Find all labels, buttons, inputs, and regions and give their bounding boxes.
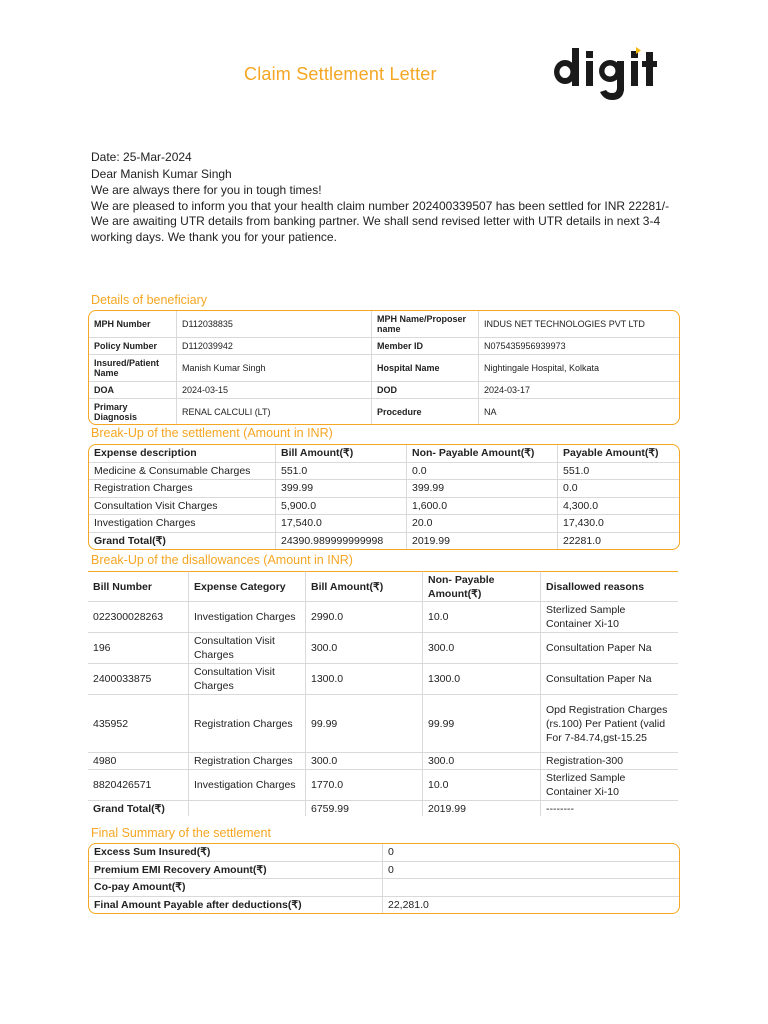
table-cell: 4,300.0 bbox=[558, 498, 679, 516]
field-label: Insured/Patient Name bbox=[89, 355, 177, 382]
total-cell: 2019.99 bbox=[423, 801, 541, 816]
summary-heading: Final Summary of the settlement bbox=[91, 826, 271, 840]
summary-label: Co-pay Amount(₹) bbox=[89, 879, 383, 897]
table-cell: Opd Registration Charges (rs.100) Per Patient (valid For 7-84.74,gst-15.25 bbox=[541, 695, 678, 753]
table-cell: 17,430.0 bbox=[558, 515, 679, 533]
summary-label: Final Amount Payable after deductions(₹) bbox=[89, 897, 383, 914]
table-cell: Consultation Paper Na bbox=[541, 633, 678, 664]
svg-text:digit: digit bbox=[550, 46, 552, 47]
table-cell: 1300.0 bbox=[423, 664, 541, 695]
letter-line: We are always there for you in tough times! bbox=[91, 183, 322, 198]
table-cell: Sterlized Sample Container Xi-10 bbox=[541, 602, 678, 633]
table-cell: 551.0 bbox=[558, 463, 679, 481]
total-label: Grand Total(₹) bbox=[88, 801, 189, 816]
total-label: Grand Total(₹) bbox=[89, 533, 276, 550]
table-cell: Consultation Visit Charges bbox=[189, 664, 306, 695]
summary-table bbox=[88, 843, 680, 914]
field-label: Primary Diagnosis bbox=[89, 399, 177, 424]
field-label: MPH Name/Proposer name bbox=[372, 311, 479, 338]
table-cell: 8820426571 bbox=[88, 770, 189, 801]
total-cell: 24390.989999999998 bbox=[276, 533, 407, 550]
table-cell: 1300.0 bbox=[306, 664, 423, 695]
table-cell: 022300028263 bbox=[88, 602, 189, 633]
table-row bbox=[89, 897, 679, 914]
table-row bbox=[88, 753, 678, 770]
table-cell: 10.0 bbox=[423, 602, 541, 633]
total-cell: -------- bbox=[546, 802, 574, 815]
letter-line: We are awaiting UTR details from banking partner. We shall send revised letter with UTR details in next 3-4 working days. We thank you for your patience. bbox=[91, 214, 661, 244]
field-label: Policy Number bbox=[89, 338, 177, 355]
field-value: RENAL CALCULI (LT) bbox=[177, 399, 372, 424]
table-row bbox=[89, 515, 679, 533]
table-cell: 99.99 bbox=[306, 695, 423, 753]
table-header-row bbox=[89, 445, 679, 463]
letter-body bbox=[91, 150, 681, 246]
field-value: D112038835 bbox=[177, 311, 372, 338]
beneficiary-heading: Details of beneficiary bbox=[91, 293, 208, 307]
table-cell: 99.99 bbox=[423, 695, 541, 753]
table-cell: 4980 bbox=[88, 753, 189, 770]
table-row bbox=[89, 311, 679, 338]
table-cell: Medicine & Consumable Charges bbox=[89, 463, 276, 481]
table-cell: Registration Charges bbox=[189, 753, 306, 770]
disallowances-heading: Break-Up of the disallowances (Amount in INR) bbox=[91, 553, 353, 567]
field-label: DOA bbox=[89, 382, 177, 399]
table-row bbox=[89, 498, 679, 516]
field-value: 2024-03-17 bbox=[479, 382, 679, 399]
table-row bbox=[89, 844, 679, 862]
digit-logo bbox=[550, 46, 680, 106]
table-cell: 20.0 bbox=[407, 515, 558, 533]
column-header: Expense description bbox=[89, 445, 276, 463]
table-cell: 196 bbox=[88, 633, 189, 664]
field-value: D112039942 bbox=[177, 338, 372, 355]
table-cell: Investigation Charges bbox=[189, 602, 306, 633]
table-cell: 1770.0 bbox=[306, 770, 423, 801]
letter-date: Date: 25-Mar-2024 bbox=[91, 150, 192, 164]
field-value: Nightingale Hospital, Kolkata bbox=[479, 355, 679, 382]
table-cell: Registration Charges bbox=[89, 480, 276, 498]
field-value: INDUS NET TECHNOLOGIES PVT LTD bbox=[479, 311, 679, 338]
summary-value bbox=[383, 879, 679, 897]
table-row bbox=[88, 633, 678, 664]
table-cell: 300.0 bbox=[423, 753, 541, 770]
letter-line: We are pleased to inform you that your health claim number 202400339507 has been settled for INR 22281/- bbox=[91, 198, 670, 213]
field-label: Member ID bbox=[372, 338, 479, 355]
table-cell: 2990.0 bbox=[306, 602, 423, 633]
table-row bbox=[89, 355, 679, 382]
table-cell: 399.99 bbox=[276, 480, 407, 498]
table-cell: Investigation Charges bbox=[189, 770, 306, 801]
summary-value: 0 bbox=[383, 844, 679, 862]
table-row bbox=[88, 602, 678, 633]
table-cell: Consultation Visit Charges bbox=[189, 633, 306, 664]
table-cell: 2400033875 bbox=[88, 664, 189, 695]
disallowances-table bbox=[88, 571, 678, 816]
summary-value: 0 bbox=[383, 862, 679, 880]
table-row bbox=[89, 382, 679, 399]
total-cell bbox=[189, 801, 306, 816]
table-total-row bbox=[89, 533, 679, 550]
table-cell: 1,600.0 bbox=[407, 498, 558, 516]
summary-value: 22,281.0 bbox=[388, 898, 429, 911]
field-label: Hospital Name bbox=[372, 355, 479, 382]
table-row bbox=[89, 862, 679, 880]
table-cell: Investigation Charges bbox=[89, 515, 276, 533]
field-label: DOD bbox=[372, 382, 479, 399]
table-cell: Registration-300 bbox=[541, 753, 678, 770]
table-row bbox=[89, 399, 679, 424]
table-cell: 300.0 bbox=[306, 753, 423, 770]
column-header: Bill Amount(₹) bbox=[306, 571, 423, 602]
table-row bbox=[88, 695, 678, 753]
letter-salutation: Dear Manish Kumar Singh bbox=[91, 166, 232, 181]
column-header: Bill Amount(₹) bbox=[276, 445, 407, 463]
summary-label: Premium EMI Recovery Amount(₹) bbox=[89, 862, 383, 880]
field-value: N075435956939973 bbox=[479, 338, 679, 355]
total-cell: 6759.99 bbox=[306, 801, 423, 816]
table-header-row bbox=[88, 571, 678, 602]
field-label: MPH Number bbox=[89, 311, 177, 338]
table-cell: 300.0 bbox=[423, 633, 541, 664]
table-row bbox=[89, 338, 679, 355]
column-header: Non- Payable Amount(₹) bbox=[407, 445, 558, 463]
table-row bbox=[88, 664, 678, 695]
column-header: Non- Payable Amount(₹) bbox=[423, 571, 541, 602]
table-cell: 10.0 bbox=[423, 770, 541, 801]
table-total-row bbox=[88, 801, 678, 816]
summary-label: Excess Sum Insured(₹) bbox=[89, 844, 383, 862]
table-cell: 551.0 bbox=[276, 463, 407, 481]
table-cell: Registration Charges bbox=[189, 695, 306, 753]
field-value: 2024-03-15 bbox=[177, 382, 372, 399]
table-cell: Consultation Paper Na bbox=[541, 664, 678, 695]
table-cell: 399.99 bbox=[407, 480, 558, 498]
beneficiary-table bbox=[88, 310, 680, 425]
table-cell: 5,900.0 bbox=[276, 498, 407, 516]
field-label: Procedure bbox=[372, 399, 479, 424]
column-header: Disallowed reasons bbox=[541, 571, 678, 602]
table-cell: 0.0 bbox=[407, 463, 558, 481]
page-title: Claim Settlement Letter bbox=[244, 64, 437, 84]
table-cell: 17,540.0 bbox=[276, 515, 407, 533]
total-cell: 2019.99 bbox=[407, 533, 558, 550]
table-cell: 435952 bbox=[88, 695, 189, 753]
column-header: Bill Number bbox=[88, 571, 189, 602]
table-row bbox=[89, 463, 679, 481]
table-row bbox=[88, 770, 678, 801]
table-row bbox=[89, 480, 679, 498]
table-cell: 0.0 bbox=[558, 480, 679, 498]
table-row bbox=[89, 879, 679, 897]
field-value: Manish Kumar Singh bbox=[177, 355, 372, 382]
table-cell: 300.0 bbox=[306, 633, 423, 664]
column-header: Payable Amount(₹) bbox=[558, 445, 679, 463]
settlement-heading: Break-Up of the settlement (Amount in INR) bbox=[91, 426, 333, 440]
field-value: NA bbox=[484, 406, 497, 417]
column-header: Expense Category bbox=[189, 571, 306, 602]
table-cell: Consultation Visit Charges bbox=[89, 498, 276, 516]
settlement-table bbox=[88, 444, 680, 550]
table-cell: Sterlized Sample Container Xi-10 bbox=[541, 770, 678, 801]
total-cell: 22281.0 bbox=[563, 534, 601, 547]
